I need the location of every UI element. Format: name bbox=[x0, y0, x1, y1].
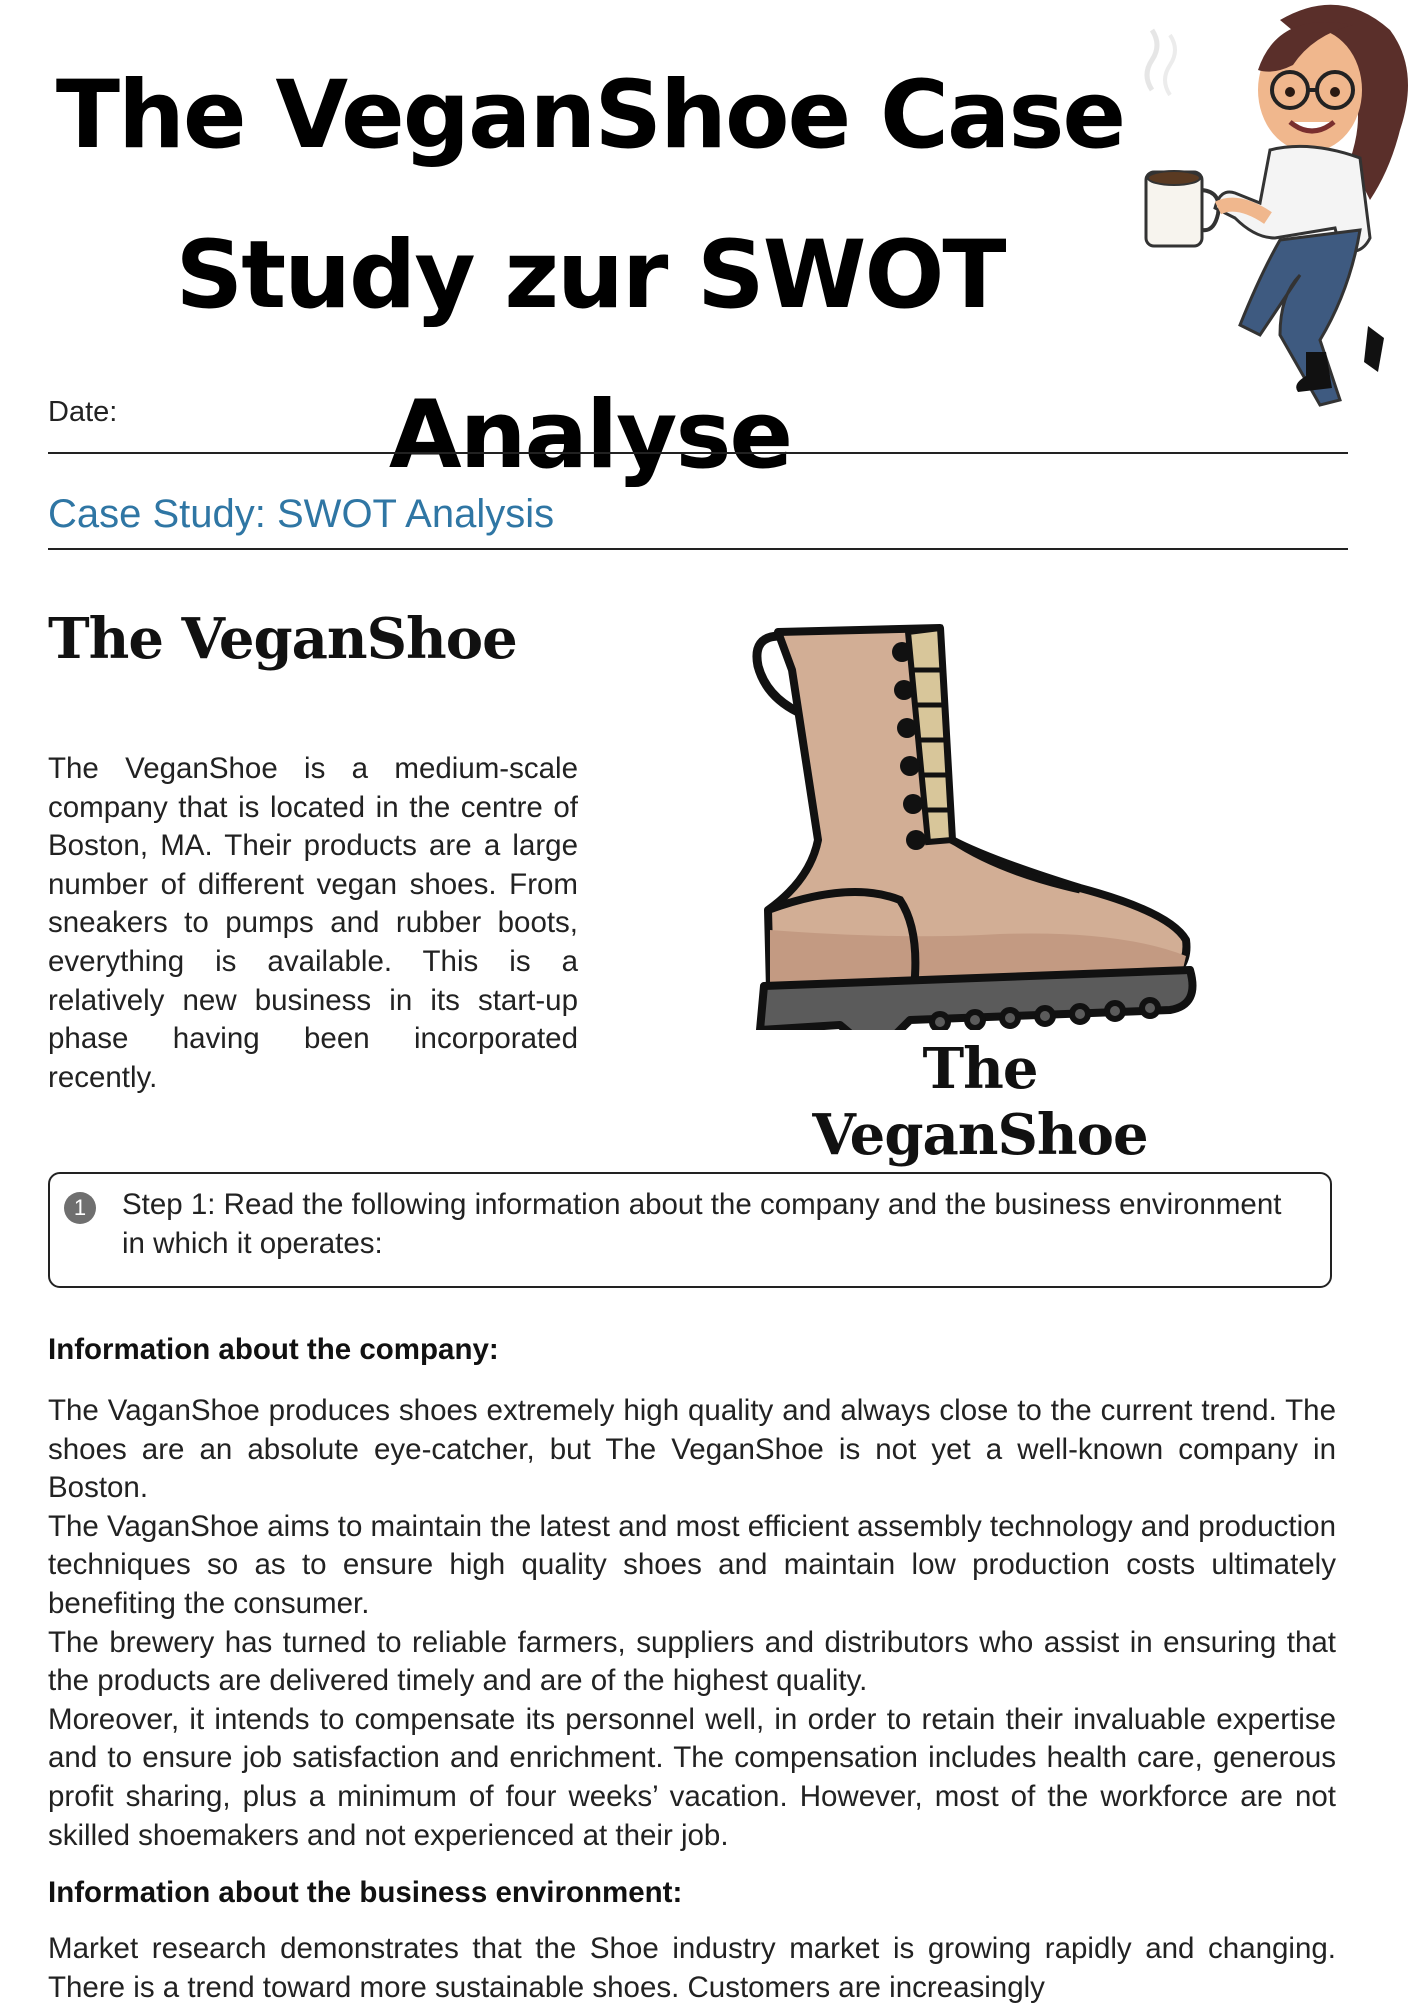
environment-info-body bbox=[48, 1930, 1336, 2007]
company-info-heading: Information about the company: bbox=[48, 1333, 499, 1366]
environment-info-paragraph: Market research demonstrates that the Shoe industry market is growing rapidly and changing. There is a trend toward more sustainable shoes. Customers are increasingly bbox=[48, 1932, 1336, 2004]
boot-logo-icon bbox=[700, 610, 1240, 1030]
title-line-2: Study zur SWOT Analyse bbox=[175, 221, 1005, 490]
worksheet-title bbox=[30, 36, 1150, 516]
logo-wordmark: The VeganShoe bbox=[812, 1036, 1148, 1168]
step-number-badge: 1 bbox=[64, 1192, 96, 1224]
step-callout bbox=[48, 1172, 1332, 1288]
divider-line bbox=[48, 452, 1348, 454]
section-heading: Case Study: SWOT Analysis bbox=[48, 492, 555, 536]
step-instruction: Step 1: Read the following information about the company and the business environment in which it operates: bbox=[122, 1188, 1282, 1260]
title-line-1: The VeganShoe Case bbox=[55, 61, 1125, 170]
company-info-paragraph: The VaganShoe produces shoes extremely high quality and always close to the current trend. The shoes are an absolute eye-catcher, but The VeganShoe is not yet a well-known company in Boston. bbox=[48, 1394, 1336, 1505]
date-label: Date: bbox=[48, 396, 118, 428]
company-info-paragraph: Moreover, it intends to compensate its personnel well, in order to retain their invaluable expertise and to ensure job satisfaction and enrichment. The compensation includes health care, generous profit sharing, plus a minimum of four weeks’ vacation. However, most of the workforce are not skilled shoemakers and not experienced at their job. bbox=[48, 1702, 1336, 1852]
environment-info-heading: Information about the business environment: bbox=[48, 1876, 683, 1909]
company-info-paragraph: The brewery has turned to reliable farmers, suppliers and distributors who assist in ensuring that the products are delivered timely and are of the highest quality. bbox=[48, 1625, 1336, 1698]
avatar-illustration bbox=[1130, 0, 1410, 435]
company-name: The VeganShoe bbox=[48, 606, 517, 672]
date-field bbox=[48, 396, 1348, 429]
company-info-body bbox=[48, 1392, 1336, 1855]
company-info-paragraph: The VaganShoe aims to maintain the latest and most efficient assembly technology and production techniques so as to ensure high quality shoes and maintain low production costs ultimately benefiting the consumer. bbox=[48, 1509, 1336, 1620]
company-intro: The VeganShoe is a medium-scale company that is located in the centre of Boston, MA. Their products are a large number of different vegan shoes. From sneakers to pumps and rubber boots, everything is available. This is a relatively new business in its start-up phase having been incorporated recently. bbox=[48, 752, 578, 1094]
divider-line bbox=[48, 548, 1348, 550]
